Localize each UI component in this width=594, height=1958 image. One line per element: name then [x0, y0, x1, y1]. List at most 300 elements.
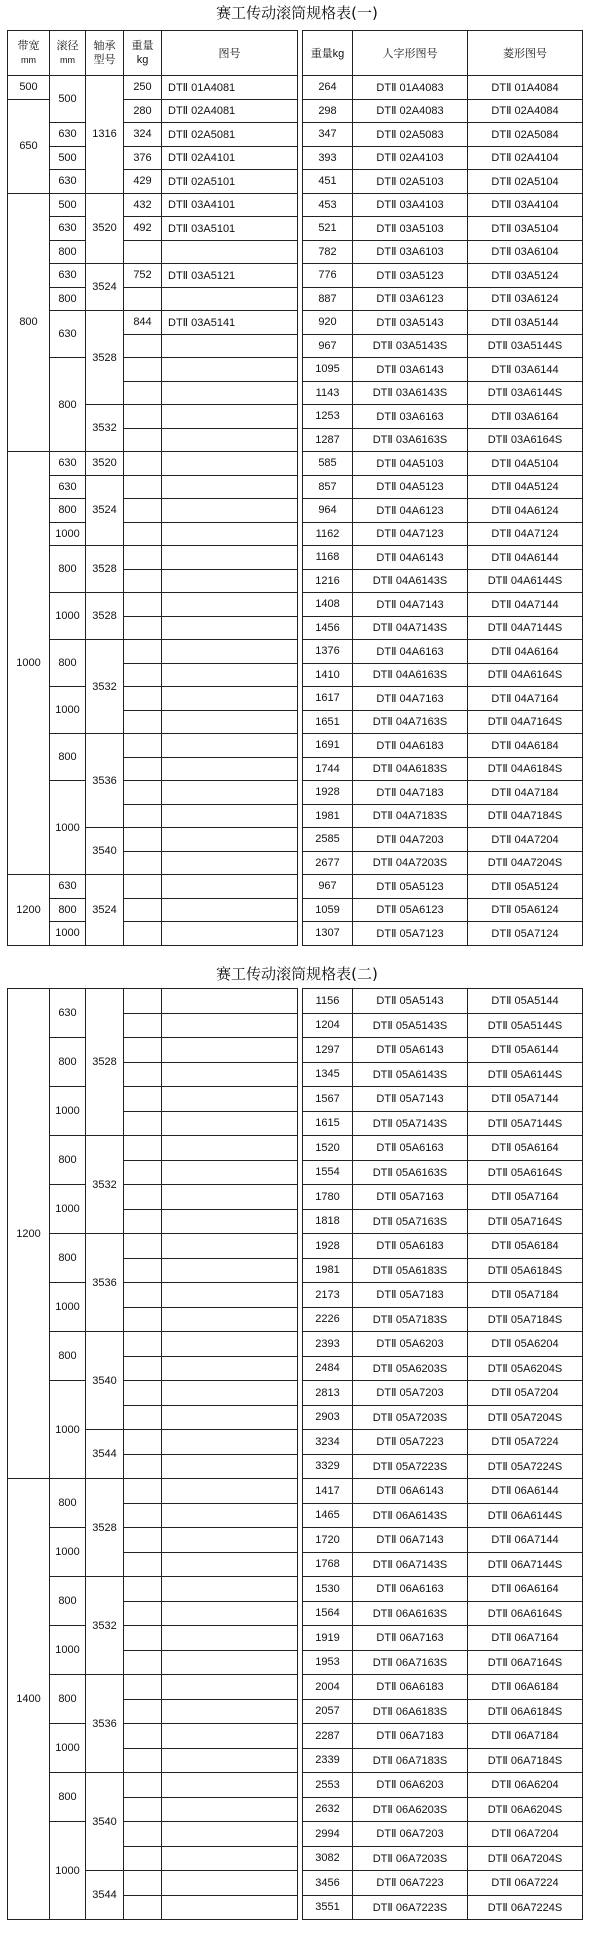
table-row: [8, 875, 298, 899]
diamond-drawing-cell: DTⅡ 06A7144S: [468, 1552, 583, 1577]
diamond-drawing-cell: DTⅡ 06A6204: [468, 1773, 583, 1798]
table-row: [8, 781, 298, 805]
herringbone-drawing-cell: DTⅡ 06A7203: [353, 1822, 468, 1847]
table-row: [8, 1528, 298, 1553]
weight-kg-cell: 1162: [303, 522, 353, 546]
drum-dia-cell: 1000: [50, 1626, 86, 1675]
weight-cell: [124, 1381, 162, 1406]
table-row: [303, 123, 583, 147]
col-header-diamond: 菱形图号: [468, 31, 583, 76]
drawing-cell: [162, 640, 298, 664]
weight-cell: 250: [124, 76, 162, 100]
diamond-drawing-cell: DTⅡ 04A6124: [468, 499, 583, 523]
diamond-drawing-cell: DTⅡ 06A7184S: [468, 1748, 583, 1773]
drawing-cell: [162, 781, 298, 805]
drawing-cell: [162, 1479, 298, 1504]
diamond-drawing-cell: DTⅡ 06A6164: [468, 1577, 583, 1602]
bearing-cell: 3536: [86, 1675, 124, 1773]
drum-dia-cell: 500: [50, 193, 86, 217]
table-row: [8, 734, 298, 758]
herringbone-drawing-cell: DTⅡ 05A7163S: [353, 1209, 468, 1234]
drum-dia-cell: 630: [50, 875, 86, 899]
weight-kg-cell: 920: [303, 311, 353, 335]
weight-kg-cell: 1095: [303, 358, 353, 382]
drawing-cell: [162, 1699, 298, 1724]
diamond-drawing-cell: DTⅡ 04A7164: [468, 687, 583, 711]
weight-kg-cell: 1456: [303, 616, 353, 640]
weight-cell: [124, 1895, 162, 1920]
table2-right: [302, 988, 583, 1920]
herringbone-drawing-cell: DTⅡ 03A6143S: [353, 381, 468, 405]
drum-dia-cell: 1000: [50, 1283, 86, 1332]
weight-kg-cell: 1651: [303, 710, 353, 734]
drum-dia-cell: 1000: [50, 1724, 86, 1773]
table-row: [303, 287, 583, 311]
herringbone-drawing-cell: DTⅡ 05A7203: [353, 1381, 468, 1406]
table-row: [303, 358, 583, 382]
weight-cell: [124, 1601, 162, 1626]
table-row: [303, 1503, 583, 1528]
weight-cell: [124, 1503, 162, 1528]
diamond-drawing-cell: DTⅡ 02A5104: [468, 170, 583, 194]
drawing-cell: DTⅡ 01A4081: [162, 76, 298, 100]
table-row: [303, 428, 583, 452]
diamond-drawing-cell: DTⅡ 01A4084: [468, 76, 583, 100]
table-row: [303, 311, 583, 335]
drawing-cell: [162, 499, 298, 523]
table-row: [303, 1405, 583, 1430]
weight-cell: [124, 358, 162, 382]
weight-kg-cell: 298: [303, 99, 353, 123]
table2-title: 赛工传动滚筒规格表(二): [216, 965, 378, 983]
weight-kg-cell: 1919: [303, 1626, 353, 1651]
table-row: [303, 989, 583, 1014]
herringbone-drawing-cell: DTⅡ 06A6163S: [353, 1601, 468, 1626]
herringbone-drawing-cell: DTⅡ 02A5103: [353, 170, 468, 194]
drawing-cell: DTⅡ 03A5101: [162, 217, 298, 241]
table-row: [303, 452, 583, 476]
table-row: [303, 1258, 583, 1283]
weight-cell: [124, 663, 162, 687]
drawing-cell: [162, 1405, 298, 1430]
herringbone-drawing-cell: DTⅡ 04A5123: [353, 475, 468, 499]
diamond-drawing-cell: DTⅡ 06A7164: [468, 1626, 583, 1651]
weight-cell: [124, 1332, 162, 1357]
diamond-drawing-cell: DTⅡ 04A7144: [468, 593, 583, 617]
herringbone-drawing-cell: DTⅡ 05A7143: [353, 1087, 468, 1112]
weight-kg-cell: 3329: [303, 1454, 353, 1479]
table-row: [8, 76, 298, 100]
weight-cell: 376: [124, 146, 162, 170]
belt-width-cell: 1000: [8, 452, 50, 875]
diamond-drawing-cell: DTⅡ 04A7184S: [468, 804, 583, 828]
bearing-cell: 3524: [86, 875, 124, 946]
weight-cell: 844: [124, 311, 162, 335]
diamond-drawing-cell: DTⅡ 03A6144: [468, 358, 583, 382]
herringbone-drawing-cell: DTⅡ 04A6183: [353, 734, 468, 758]
diamond-drawing-cell: DTⅡ 06A6144S: [468, 1503, 583, 1528]
weight-cell: [124, 1552, 162, 1577]
drawing-cell: [162, 1430, 298, 1455]
table-row: [303, 170, 583, 194]
diamond-drawing-cell: DTⅡ 03A4104: [468, 193, 583, 217]
diamond-drawing-cell: DTⅡ 04A7184: [468, 781, 583, 805]
drawing-cell: [162, 1528, 298, 1553]
drawing-cell: [162, 734, 298, 758]
table-row: [8, 546, 298, 570]
weight-kg-cell: 3234: [303, 1430, 353, 1455]
diamond-drawing-cell: DTⅡ 05A6164S: [468, 1160, 583, 1185]
herringbone-drawing-cell: DTⅡ 03A6163S: [353, 428, 468, 452]
weight-kg-cell: 453: [303, 193, 353, 217]
herringbone-drawing-cell: DTⅡ 06A7143: [353, 1528, 468, 1553]
herringbone-drawing-cell: DTⅡ 06A6143S: [353, 1503, 468, 1528]
belt-width-cell: 1200: [8, 989, 50, 1479]
bearing-cell: 1316: [86, 76, 124, 194]
table-row: [303, 499, 583, 523]
drawing-cell: [162, 1038, 298, 1063]
weight-cell: [124, 875, 162, 899]
herringbone-drawing-cell: DTⅡ 05A6163: [353, 1136, 468, 1161]
table-row: [303, 1846, 583, 1871]
weight-cell: [124, 1209, 162, 1234]
drawing-cell: DTⅡ 03A4101: [162, 193, 298, 217]
table-row: [8, 922, 298, 946]
diamond-drawing-cell: DTⅡ 06A6144: [468, 1479, 583, 1504]
weight-cell: [124, 1283, 162, 1308]
weight-kg-cell: 1818: [303, 1209, 353, 1234]
weight-cell: [124, 1871, 162, 1896]
drawing-cell: [162, 334, 298, 358]
table-row: [303, 687, 583, 711]
diamond-drawing-cell: DTⅡ 04A6144S: [468, 569, 583, 593]
drum-dia-cell: 630: [50, 170, 86, 194]
weight-cell: [124, 710, 162, 734]
drawing-cell: [162, 1356, 298, 1381]
table-row: [303, 1895, 583, 1920]
drum-dia-cell: 630: [50, 311, 86, 358]
herringbone-drawing-cell: DTⅡ 04A6183S: [353, 757, 468, 781]
drawing-cell: [162, 851, 298, 875]
weight-kg-cell: 1345: [303, 1062, 353, 1087]
table-row: [8, 193, 298, 217]
herringbone-drawing-cell: DTⅡ 02A5083: [353, 123, 468, 147]
weight-cell: 429: [124, 170, 162, 194]
table-row: [303, 1773, 583, 1798]
table-row: [8, 1283, 298, 1308]
table-row: [303, 475, 583, 499]
bearing-cell: 3524: [86, 264, 124, 311]
drum-dia-cell: 800: [50, 358, 86, 452]
herringbone-drawing-cell: DTⅡ 04A7163S: [353, 710, 468, 734]
weight-cell: [124, 428, 162, 452]
weight-kg-cell: 2004: [303, 1675, 353, 1700]
table-row: [303, 734, 583, 758]
diamond-drawing-cell: DTⅡ 06A7224S: [468, 1895, 583, 1920]
herringbone-drawing-cell: DTⅡ 03A5103: [353, 217, 468, 241]
herringbone-drawing-cell: DTⅡ 05A7163: [353, 1185, 468, 1210]
table-row: [303, 1283, 583, 1308]
herringbone-drawing-cell: DTⅡ 06A6143: [353, 1479, 468, 1504]
diamond-drawing-cell: DTⅡ 06A7204S: [468, 1846, 583, 1871]
table-row: [303, 1430, 583, 1455]
herringbone-drawing-cell: DTⅡ 04A7163: [353, 687, 468, 711]
diamond-drawing-cell: DTⅡ 03A6164: [468, 405, 583, 429]
drawing-cell: [162, 1797, 298, 1822]
drawing-cell: [162, 922, 298, 946]
drum-dia-cell: 630: [50, 452, 86, 476]
weight-cell: [124, 1185, 162, 1210]
herringbone-drawing-cell: DTⅡ 05A7223S: [353, 1454, 468, 1479]
weight-cell: 492: [124, 217, 162, 241]
drawing-cell: [162, 1013, 298, 1038]
weight-kg-cell: 967: [303, 334, 353, 358]
table-row: [8, 240, 298, 264]
table-row: [303, 1062, 583, 1087]
weight-kg-cell: 1168: [303, 546, 353, 570]
herringbone-drawing-cell: DTⅡ 03A6163: [353, 405, 468, 429]
table-row: [303, 1797, 583, 1822]
table-row: [303, 1479, 583, 1504]
weight-kg-cell: 964: [303, 499, 353, 523]
diamond-drawing-cell: DTⅡ 05A5144: [468, 989, 583, 1014]
table-row: [303, 334, 583, 358]
drawing-cell: [162, 1871, 298, 1896]
drum-dia-cell: 800: [50, 1332, 86, 1381]
table-row: [303, 217, 583, 241]
drawing-cell: [162, 1650, 298, 1675]
weight-cell: [124, 851, 162, 875]
weight-cell: [124, 1528, 162, 1553]
herringbone-drawing-cell: DTⅡ 04A5103: [353, 452, 468, 476]
weight-kg-cell: 1928: [303, 781, 353, 805]
drawing-cell: DTⅡ 02A4101: [162, 146, 298, 170]
diamond-drawing-cell: DTⅡ 05A7124: [468, 922, 583, 946]
table-row: [303, 99, 583, 123]
table-row: [303, 1675, 583, 1700]
table2-right-body: [303, 989, 583, 1920]
drawing-cell: [162, 1307, 298, 1332]
bearing-cell: 3532: [86, 640, 124, 734]
table-row: [303, 804, 583, 828]
herringbone-drawing-cell: DTⅡ 06A7143S: [353, 1552, 468, 1577]
drum-dia-cell: 800: [50, 1479, 86, 1528]
drawing-cell: [162, 1111, 298, 1136]
table-row: [303, 1111, 583, 1136]
drum-dia-cell: 630: [50, 264, 86, 288]
weight-kg-cell: 776: [303, 264, 353, 288]
weight-kg-cell: 1417: [303, 1479, 353, 1504]
drawing-cell: DTⅡ 02A5101: [162, 170, 298, 194]
herringbone-drawing-cell: DTⅡ 06A6183S: [353, 1699, 468, 1724]
table-row: [8, 311, 298, 335]
drawing-cell: [162, 1773, 298, 1798]
drawing-cell: [162, 1381, 298, 1406]
table-row: [303, 757, 583, 781]
drum-dia-cell: 1000: [50, 1528, 86, 1577]
weight-cell: [124, 1577, 162, 1602]
table-row: [8, 687, 298, 711]
weight-kg-cell: 521: [303, 217, 353, 241]
drawing-cell: [162, 1748, 298, 1773]
weight-kg-cell: 1981: [303, 1258, 353, 1283]
diamond-drawing-cell: DTⅡ 03A6144S: [468, 381, 583, 405]
herringbone-drawing-cell: DTⅡ 05A6183: [353, 1234, 468, 1259]
weight-cell: [124, 1724, 162, 1749]
table-row: [303, 1650, 583, 1675]
belt-width-cell: 650: [8, 99, 50, 193]
bearing-cell: 3532: [86, 1577, 124, 1675]
herringbone-drawing-cell: DTⅡ 03A5143: [353, 311, 468, 335]
herringbone-drawing-cell: DTⅡ 02A4083: [353, 99, 468, 123]
weight-cell: 432: [124, 193, 162, 217]
diamond-drawing-cell: DTⅡ 02A4084: [468, 99, 583, 123]
weight-cell: [124, 405, 162, 429]
weight-cell: [124, 989, 162, 1014]
table-row: [303, 898, 583, 922]
drawing-cell: [162, 358, 298, 382]
drum-dia-cell: 800: [50, 1234, 86, 1283]
table-row: [303, 1748, 583, 1773]
herringbone-drawing-cell: DTⅡ 04A7143: [353, 593, 468, 617]
herringbone-drawing-cell: DTⅡ 04A6123: [353, 499, 468, 523]
table-row: [303, 1209, 583, 1234]
diamond-drawing-cell: DTⅡ 05A6184S: [468, 1258, 583, 1283]
diamond-drawing-cell: DTⅡ 04A6184: [468, 734, 583, 758]
weight-cell: [124, 640, 162, 664]
drawing-cell: [162, 1577, 298, 1602]
diamond-drawing-cell: DTⅡ 02A5084: [468, 123, 583, 147]
table-row: [8, 1381, 298, 1406]
drawing-cell: [162, 1062, 298, 1087]
weight-kg-cell: 2585: [303, 828, 353, 852]
bearing-cell: 3528: [86, 546, 124, 593]
bearing-cell: 3528: [86, 311, 124, 405]
table-row: [8, 1626, 298, 1651]
drawing-cell: [162, 757, 298, 781]
table-row: [8, 287, 298, 311]
diamond-drawing-cell: DTⅡ 03A5144: [468, 311, 583, 335]
drawing-cell: [162, 1209, 298, 1234]
table-row: [8, 1087, 298, 1112]
table-row: [8, 1136, 298, 1161]
weight-cell: [124, 1307, 162, 1332]
weight-kg-cell: 1567: [303, 1087, 353, 1112]
weight-cell: [124, 522, 162, 546]
table-row: [303, 875, 583, 899]
drawing-cell: [162, 287, 298, 311]
diamond-drawing-cell: DTⅡ 03A6104: [468, 240, 583, 264]
weight-cell: 752: [124, 264, 162, 288]
weight-kg-cell: 1297: [303, 1038, 353, 1063]
herringbone-drawing-cell: DTⅡ 04A7203S: [353, 851, 468, 875]
drum-dia-cell: 800: [50, 287, 86, 311]
table-row: [8, 1479, 298, 1504]
herringbone-drawing-cell: DTⅡ 05A6183S: [353, 1258, 468, 1283]
weight-cell: [124, 1160, 162, 1185]
diamond-drawing-cell: DTⅡ 06A6184S: [468, 1699, 583, 1724]
diamond-drawing-cell: DTⅡ 06A7204: [468, 1822, 583, 1847]
table1-right-header: [303, 31, 583, 76]
table-row: [303, 1626, 583, 1651]
col-header-weight: 重量 kg: [124, 31, 162, 76]
diamond-drawing-cell: DTⅡ 03A6164S: [468, 428, 583, 452]
weight-kg-cell: 1928: [303, 1234, 353, 1259]
weight-cell: [124, 1087, 162, 1112]
weight-cell: 280: [124, 99, 162, 123]
table-row: [303, 828, 583, 852]
table-row: [303, 1356, 583, 1381]
weight-kg-cell: 2677: [303, 851, 353, 875]
table-row: [303, 193, 583, 217]
table-row: [8, 146, 298, 170]
drawing-cell: [162, 875, 298, 899]
diamond-drawing-cell: DTⅡ 05A7204: [468, 1381, 583, 1406]
bearing-cell: 3528: [86, 1479, 124, 1577]
weight-cell: [124, 569, 162, 593]
drum-dia-cell: 1000: [50, 593, 86, 640]
herringbone-drawing-cell: DTⅡ 01A4083: [353, 76, 468, 100]
herringbone-drawing-cell: DTⅡ 06A7183: [353, 1724, 468, 1749]
table-row: [8, 1234, 298, 1259]
diamond-drawing-cell: DTⅡ 06A7224: [468, 1871, 583, 1896]
bearing-cell: 3536: [86, 734, 124, 828]
bearing-cell: 3520: [86, 193, 124, 264]
diamond-drawing-cell: DTⅡ 04A7204: [468, 828, 583, 852]
herringbone-drawing-cell: DTⅡ 05A7223: [353, 1430, 468, 1455]
weight-kg-cell: 1307: [303, 922, 353, 946]
diamond-drawing-cell: DTⅡ 06A7184: [468, 1724, 583, 1749]
diamond-drawing-cell: DTⅡ 04A6164S: [468, 663, 583, 687]
table-row: [303, 640, 583, 664]
col-header-belt-width: 带宽 mm: [8, 31, 50, 76]
diamond-drawing-cell: DTⅡ 06A6204S: [468, 1797, 583, 1822]
diamond-drawing-cell: DTⅡ 04A5124: [468, 475, 583, 499]
drum-dia-cell: 800: [50, 1136, 86, 1185]
weight-kg-cell: 2632: [303, 1797, 353, 1822]
herringbone-drawing-cell: DTⅡ 03A4103: [353, 193, 468, 217]
herringbone-drawing-cell: DTⅡ 05A6203: [353, 1332, 468, 1357]
drum-dia-cell: 800: [50, 640, 86, 687]
weight-cell: [124, 1748, 162, 1773]
herringbone-drawing-cell: DTⅡ 05A7143S: [353, 1111, 468, 1136]
diamond-drawing-cell: DTⅡ 05A6184: [468, 1234, 583, 1259]
herringbone-drawing-cell: DTⅡ 06A6183: [353, 1675, 468, 1700]
herringbone-drawing-cell: DTⅡ 05A5143S: [353, 1013, 468, 1038]
drum-dia-cell: 800: [50, 499, 86, 523]
table-row: [303, 569, 583, 593]
weight-cell: [124, 1650, 162, 1675]
diamond-drawing-cell: DTⅡ 05A7144: [468, 1087, 583, 1112]
bearing-cell: 3540: [86, 828, 124, 875]
weight-kg-cell: 393: [303, 146, 353, 170]
diamond-drawing-cell: DTⅡ 04A6144: [468, 546, 583, 570]
drawing-cell: [162, 687, 298, 711]
drum-dia-cell: 800: [50, 1577, 86, 1626]
drum-dia-cell: 1000: [50, 1822, 86, 1920]
weight-kg-cell: 1216: [303, 569, 353, 593]
table-row: [303, 710, 583, 734]
drawing-cell: [162, 804, 298, 828]
col-header-herringbone: 人字形图号: [353, 31, 468, 76]
weight-kg-cell: 1615: [303, 1111, 353, 1136]
diamond-drawing-cell: DTⅡ 05A7164: [468, 1185, 583, 1210]
table-row: [303, 76, 583, 100]
drawing-cell: [162, 1258, 298, 1283]
diamond-drawing-cell: DTⅡ 04A7144S: [468, 616, 583, 640]
table-row: [303, 1234, 583, 1259]
diamond-drawing-cell: DTⅡ 05A7204S: [468, 1405, 583, 1430]
